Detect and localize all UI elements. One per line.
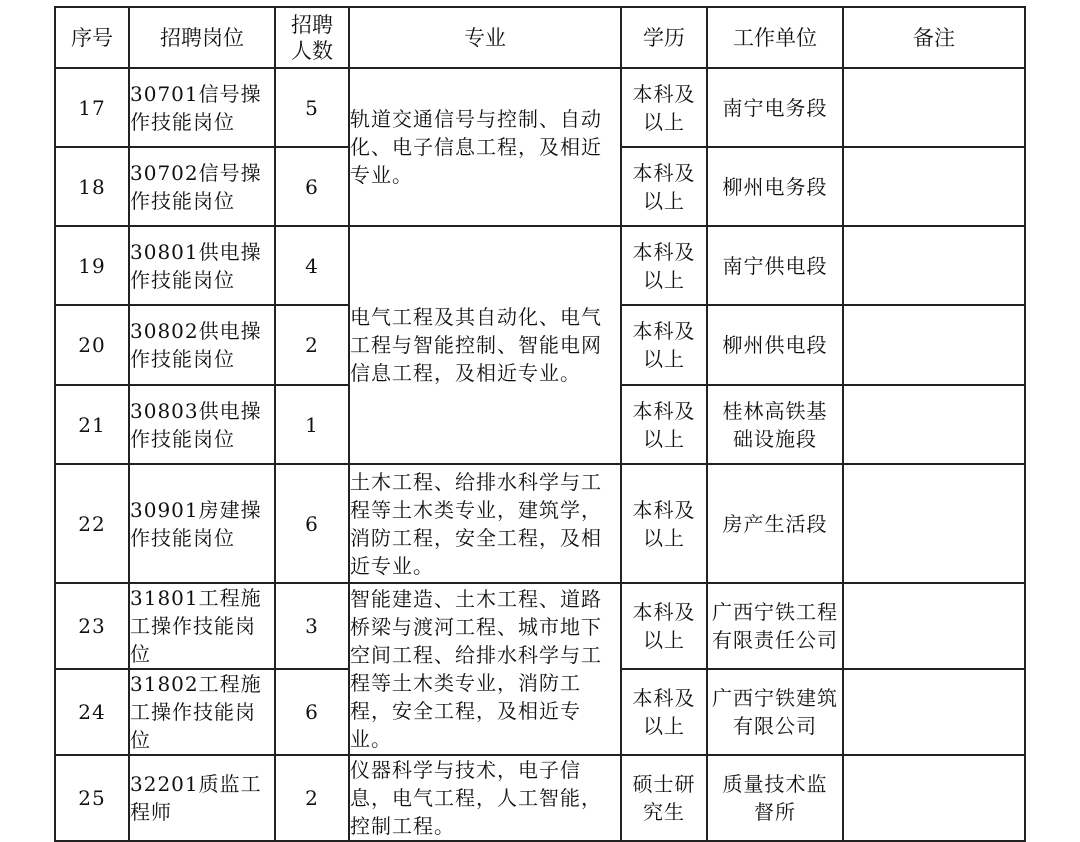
header-row (55, 7, 1025, 68)
table-row (55, 464, 1025, 583)
seq-cell: 24 (55, 669, 129, 755)
header-position: 招聘岗位 (129, 7, 275, 68)
header-notes: 备注 (843, 7, 1025, 68)
position-cell: 30802供电操作技能岗位 (129, 305, 275, 385)
count-cell: 6 (275, 464, 349, 583)
unit-cell: 广西宁铁建筑有限公司 (707, 669, 843, 755)
unit-cell: 质量技术监督所 (707, 755, 843, 841)
position-cell: 30701信号操作技能岗位 (129, 68, 275, 147)
seq-cell: 25 (55, 755, 129, 841)
header-seq: 序号 (55, 7, 129, 68)
education-cell: 本科及以上 (621, 147, 707, 226)
education-cell: 本科及以上 (621, 464, 707, 583)
position-cell: 30803供电操作技能岗位 (129, 385, 275, 464)
position-cell: 30901房建操作技能岗位 (129, 464, 275, 583)
table-row (55, 226, 1025, 305)
education-cell: 本科及以上 (621, 669, 707, 755)
count-cell: 4 (275, 226, 349, 305)
education-cell: 本科及以上 (621, 583, 707, 669)
count-cell: 6 (275, 669, 349, 755)
seq-cell: 21 (55, 385, 129, 464)
position-cell: 31802工程施工操作技能岗位 (129, 669, 275, 755)
education-cell: 本科及以上 (621, 385, 707, 464)
major-cell: 土木工程、给排水科学与工程等土木类专业，建筑学，消防工程，安全工程，及相近专业。 (349, 464, 621, 583)
table-row (55, 68, 1025, 147)
unit-cell: 柳州电务段 (707, 147, 843, 226)
count-cell: 1 (275, 385, 349, 464)
notes-cell (843, 583, 1025, 669)
education-cell: 本科及以上 (621, 305, 707, 385)
unit-cell: 广西宁铁工程有限责任公司 (707, 583, 843, 669)
unit-cell: 桂林高铁基础设施段 (707, 385, 843, 464)
position-cell: 30702信号操作技能岗位 (129, 147, 275, 226)
count-cell: 3 (275, 583, 349, 669)
major-cell: 仪器科学与技术，电子信息，电气工程，人工智能，控制工程。 (349, 755, 621, 841)
header-major: 专业 (349, 7, 621, 68)
major-cell: 智能建造、土木工程、道路桥梁与渡河工程、城市地下空间工程、给排水科学与工程等土木类专业，消防工程，安全工程，及相近专业。 (349, 583, 621, 755)
header-count: 招聘人数 (275, 7, 349, 68)
count-cell: 5 (275, 68, 349, 147)
education-cell: 本科及以上 (621, 68, 707, 147)
unit-cell: 房产生活段 (707, 464, 843, 583)
seq-cell: 19 (55, 226, 129, 305)
table-row (55, 583, 1025, 669)
position-cell: 32201质监工程师 (129, 755, 275, 841)
major-cell: 电气工程及其自动化、电气工程与智能控制、智能电网信息工程，及相近专业。 (349, 226, 621, 464)
count-cell: 6 (275, 147, 349, 226)
education-cell: 本科及以上 (621, 226, 707, 305)
notes-cell (843, 226, 1025, 305)
table-row (55, 755, 1025, 841)
seq-cell: 18 (55, 147, 129, 226)
notes-cell (843, 68, 1025, 147)
count-cell: 2 (275, 755, 349, 841)
notes-cell (843, 669, 1025, 755)
notes-cell (843, 305, 1025, 385)
count-cell: 2 (275, 305, 349, 385)
notes-cell (843, 385, 1025, 464)
seq-cell: 22 (55, 464, 129, 583)
unit-cell: 柳州供电段 (707, 305, 843, 385)
notes-cell (843, 755, 1025, 841)
header-unit: 工作单位 (707, 7, 843, 68)
unit-cell: 南宁电务段 (707, 68, 843, 147)
seq-cell: 20 (55, 305, 129, 385)
position-cell: 31801工程施工操作技能岗位 (129, 583, 275, 669)
seq-cell: 23 (55, 583, 129, 669)
recruitment-table (54, 6, 1026, 842)
major-cell: 轨道交通信号与控制、自动化、电子信息工程，及相近专业。 (349, 68, 621, 226)
education-cell: 硕士研究生 (621, 755, 707, 841)
unit-cell: 南宁供电段 (707, 226, 843, 305)
position-cell: 30801供电操作技能岗位 (129, 226, 275, 305)
seq-cell: 17 (55, 68, 129, 147)
notes-cell (843, 464, 1025, 583)
notes-cell (843, 147, 1025, 226)
header-education: 学历 (621, 7, 707, 68)
